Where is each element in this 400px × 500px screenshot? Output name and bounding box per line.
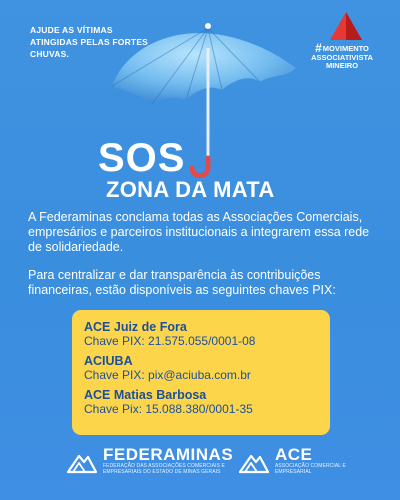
- intro-paragraph: A Federaminas conclama todas as Associações Comerciais, empresários e parceiros institucionais a integrarem essa rede de solidariedade.: [28, 210, 370, 254]
- movimento-line1: MOVIMENTO: [322, 44, 369, 53]
- pix-entity-name: ACIUBA: [84, 354, 133, 368]
- zona-da-mata-title: ZONA DA MATA: [106, 177, 275, 202]
- ace-subtitle: ASSOCIAÇÃO COMERCIAL E EMPRESARIAL: [275, 463, 346, 475]
- pix-keys-box: [72, 310, 330, 435]
- pix-key[interactable]: Chave PIX: 21.575.055/0001-08: [84, 334, 256, 348]
- pix-key[interactable]: Chave PIX: pix@aciuba.com.br: [84, 368, 251, 382]
- federaminas-name: FEDERAMINAS: [103, 445, 234, 464]
- movimento-line3: MINEIRO: [325, 61, 359, 70]
- pix-entity-name: ACE Matias Barbosa: [84, 388, 207, 402]
- pix-entity-name: ACE Juiz de Fora: [84, 320, 187, 334]
- tagline: AJUDE AS VÍTIMAS ATINGIDAS PELAS FORTES CHUVAS.: [30, 25, 149, 59]
- triangle-shade-icon: [346, 12, 362, 40]
- sos-title: SOS: [98, 136, 186, 180]
- pix-key[interactable]: Chave Pix: 15.088.380/0001-35: [84, 402, 253, 416]
- ace-logo: [238, 446, 347, 475]
- pix-paragraph: Para centralizar e dar transparência às contribuições financeiras, estão disponíveis as seguintes chaves PIX:: [28, 268, 336, 297]
- federaminas-logo: [66, 446, 243, 475]
- pix-item: [84, 388, 318, 416]
- pix-item: [84, 354, 318, 382]
- pix-item: [84, 320, 318, 348]
- federaminas-mountain-icon: [66, 448, 98, 474]
- ace-name: ACE: [275, 445, 313, 464]
- federaminas-subtitle: FEDERAÇÃO DAS ASSOCIAÇÕES COMERCIAIS E EMPRESARIAIS DO ESTADO DE MINAS GERAIS: [103, 463, 225, 475]
- ace-mountain-icon: [238, 448, 270, 474]
- hashtag: #: [315, 41, 322, 55]
- movimento-line2: ASSOCIATIVISTA: [311, 52, 373, 62]
